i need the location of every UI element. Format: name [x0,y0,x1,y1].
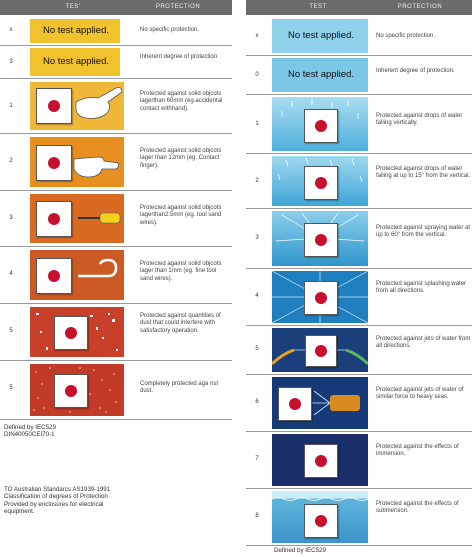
right-row [246,17,472,56]
left-header [0,0,232,15]
left-row [0,134,232,191]
right-row-code: 0 [255,72,259,78]
left-row-code: 1 [9,103,13,109]
red-dot-icon [315,120,327,132]
right-row-text: Protected against drops of water falling at up to 15° from the vertical. [376,166,471,180]
finger-icon [30,137,124,187]
right-row-text: Protected against splashing water from all directions. [376,281,467,295]
red-dot-icon [289,398,301,410]
left-footnote-definition: Defined by IEC529 DIN40050CEI70-1 [4,424,56,439]
right-row [246,375,472,432]
left-row-code: 3 [9,215,13,221]
right-row-text: Protected against jets of water from all directions. [376,336,471,350]
right-row-text: Inherent degree of protection. [376,68,455,74]
left-row-image [30,364,124,416]
red-dot-icon [65,385,77,397]
right-row-code: x [255,33,259,39]
left-row-text: No specific protection. [140,27,200,33]
right-row-code: 6 [255,399,259,405]
red-dot-icon [315,177,327,189]
left-row-image [30,250,124,300]
left-row-image [30,82,124,130]
right-row [246,209,472,269]
left-row-image [30,48,120,76]
no-test-card: No test applied. [278,66,364,84]
left-row [0,46,232,79]
right-row [246,56,472,95]
left-row-text: Completely protected aga nst dust. [140,381,219,395]
left-row [0,17,232,46]
left-table [0,0,232,516]
right-row-text: Protected against the effects of submersion. [376,501,459,515]
left-row-image [30,307,124,357]
right-row-image [272,19,368,53]
left-row-text: Inherent degree of protection [140,54,218,60]
left-footnote-standard: TO Australian Standarcs AS1939-1991 Classification of degrees of Protection Provided by enclosures for electrical equipment. [4,486,111,516]
left-row-text: Protected against solid objcots lager than 1mm (eg. fine tool sand wires). [140,261,222,282]
screwdriver-icon [30,194,124,243]
right-row-text: Protected against spraying water at up to 60° from the vertical. [376,225,471,239]
right-row [246,95,472,154]
left-row-image [30,194,124,243]
left-row [0,191,232,247]
right-row-image [272,328,368,372]
left-row-text: Protected against solid objcots lager than 12mm (eg. Contact finger). [140,148,222,169]
red-dot-icon [315,345,327,357]
right-row-code: 8 [255,513,259,519]
right-row-image [272,377,368,429]
right-row-image [272,97,368,151]
right-row-image [272,211,368,266]
right-header [246,0,472,15]
right-row [246,154,472,209]
left-row-text: Protected against solid objcots lagerthan2.5mm (eg. tool sand wires). [140,205,222,226]
left-row-code: 5 [9,328,13,334]
left-row [0,79,232,134]
right-row-code: 7 [255,456,259,462]
no-test-card: No test applied. [38,22,114,40]
right-row-image [272,271,368,323]
right-header-test: TEST [309,4,327,10]
right-header-protection: PROTECTION [397,4,443,10]
right-row-code: 1 [255,121,259,127]
red-dot-icon [315,515,327,527]
red-dot-icon [315,292,327,304]
right-row-image [272,434,368,486]
right-row-text: Protected against drops of water falling vertically. [376,113,463,127]
right-row-image [272,491,368,543]
right-row-text: No specific protection. [376,33,436,39]
no-test-card: No test applied. [38,53,114,71]
right-row-image [272,156,368,206]
left-row-code: 5 [9,385,13,391]
left-row-image [30,19,120,43]
wire-icon [30,250,124,300]
left-header-test: TES' [65,4,81,10]
right-row-code: 2 [255,178,259,184]
right-row-code: 3 [255,235,259,241]
right-row-code: 4 [255,293,259,299]
left-row-image [30,137,124,187]
red-dot-icon [315,455,327,467]
red-dot-icon [315,234,327,246]
right-row-text: Protected against jets of water of similar force to heavy seas. [376,387,464,401]
right-row [246,269,472,326]
left-header-protection: PROTECTION [155,4,201,10]
left-row [0,247,232,304]
hand-icon [30,82,124,130]
red-dot-icon [65,327,77,339]
right-row-text: Protected against the effects of immersion. [376,444,459,458]
right-table [246,0,472,557]
right-row-code: 5 [255,346,259,352]
left-row [0,361,232,420]
right-footnote-definition: Defined by IEC529 [274,547,326,554]
left-row-code: 3 [9,59,13,65]
left-row-code: 2 [9,158,13,164]
left-row-text: Protected against quantities of dust that could interfere with satisfactory operation. [140,313,221,334]
no-test-card: No test applied. [278,27,364,45]
right-row [246,432,472,489]
left-row [0,304,232,361]
right-row [246,326,472,375]
left-row-code: x [9,27,13,33]
right-row [246,489,472,546]
left-row-code: 4 [9,271,13,277]
left-row-text: Protected against solid objcots lagerthan 60mm (eg.accidental contact withhand). [140,91,223,112]
right-row-image [272,58,368,92]
